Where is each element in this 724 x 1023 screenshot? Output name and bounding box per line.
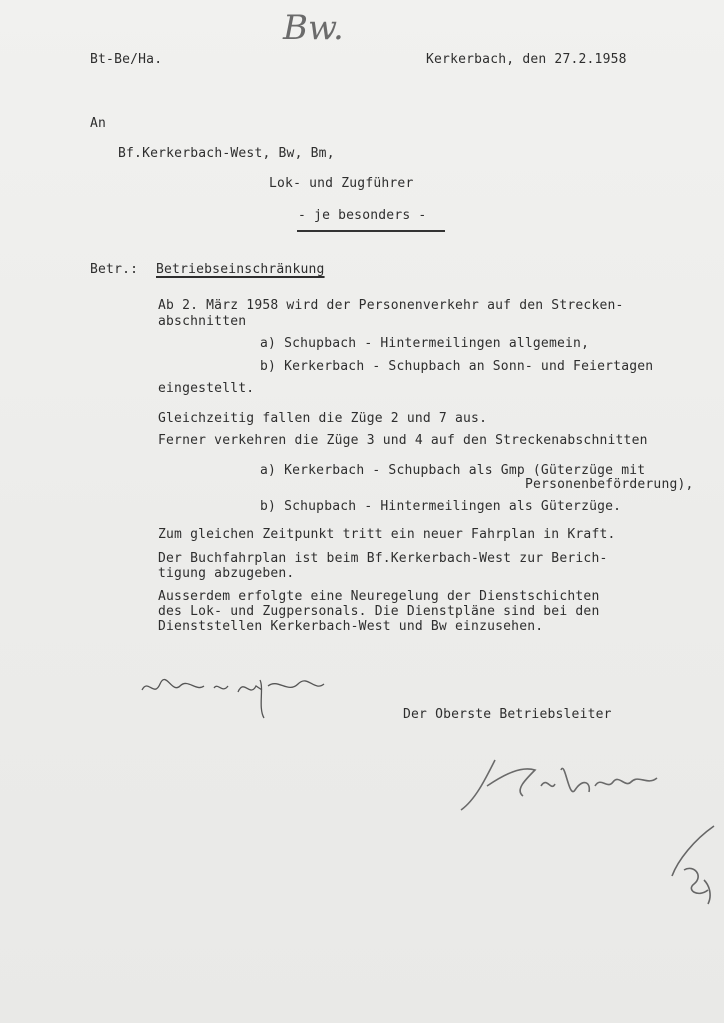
place-date: Kerkerbach, den 27.2.1958 bbox=[426, 52, 627, 67]
body-p4-line-1: Der Buchfahrplan ist beim Bf.Kerkerbach-West zur Berich- bbox=[158, 551, 608, 566]
body-p5-line-2: des Lok- und Zugpersonals. Die Dienstpläne sind bei den bbox=[158, 604, 600, 619]
signature-title: Der Oberste Betriebsleiter bbox=[403, 707, 612, 722]
body-p2-item-b: b) Schupbach - Hintermeilingen als Güterzüge. bbox=[260, 499, 622, 514]
subject-label: Betr.: bbox=[90, 262, 139, 277]
body-p4-line-2: tigung abzugeben. bbox=[158, 566, 295, 581]
body-p2-item-a: a) Kerkerbach - Schupbach als Gmp (Güterzüge mit bbox=[260, 463, 646, 478]
body-p1-line-1: Ab 2. März 1958 wird der Personenverkehr auf den Strecken- bbox=[158, 298, 624, 313]
body-p5-line-3: Dienststellen Kerkerbach-West und Bw einzusehen. bbox=[158, 619, 544, 634]
recipient-label: An bbox=[90, 116, 107, 131]
body-p2-item-a-cont: Personenbeförderung), bbox=[525, 477, 694, 492]
handwritten-note: Bw. bbox=[283, 8, 344, 48]
reference-code: Bt-Be/Ha. bbox=[90, 52, 163, 67]
body-p2-line-2: Ferner verkehren die Züge 3 und 4 auf den Streckenabschnitten bbox=[158, 433, 648, 448]
recipient-line-1: Bf.Kerkerbach-West, Bw, Bm, bbox=[118, 146, 335, 161]
body-p3: Zum gleichen Zeitpunkt tritt ein neuer Fahrplan in Kraft. bbox=[158, 527, 616, 542]
body-p1-line-2: abschnitten bbox=[158, 314, 247, 329]
margin-mark bbox=[664, 820, 724, 910]
body-p1-item-a: a) Schupbach - Hintermeilingen allgemein, bbox=[260, 336, 590, 351]
body-p2-line-1: Gleichzeitig fallen die Züge 2 und 7 aus. bbox=[158, 411, 488, 426]
recipient-underline bbox=[297, 230, 445, 232]
signature bbox=[455, 730, 675, 830]
handwritten-initials bbox=[138, 668, 338, 728]
body-p5-line-1: Ausserdem erfolgte eine Neuregelung der Dienstschichten bbox=[158, 589, 600, 604]
subject-text: Betriebseinschränkung bbox=[156, 262, 325, 277]
body-p1-item-b: b) Kerkerbach - Schupbach an Sonn- und Feiertagen bbox=[260, 359, 654, 374]
recipient-line-3: - je besonders - bbox=[298, 208, 427, 223]
recipient-line-2: Lok- und Zugführer bbox=[269, 176, 414, 191]
body-p1-end: eingestellt. bbox=[158, 381, 255, 396]
